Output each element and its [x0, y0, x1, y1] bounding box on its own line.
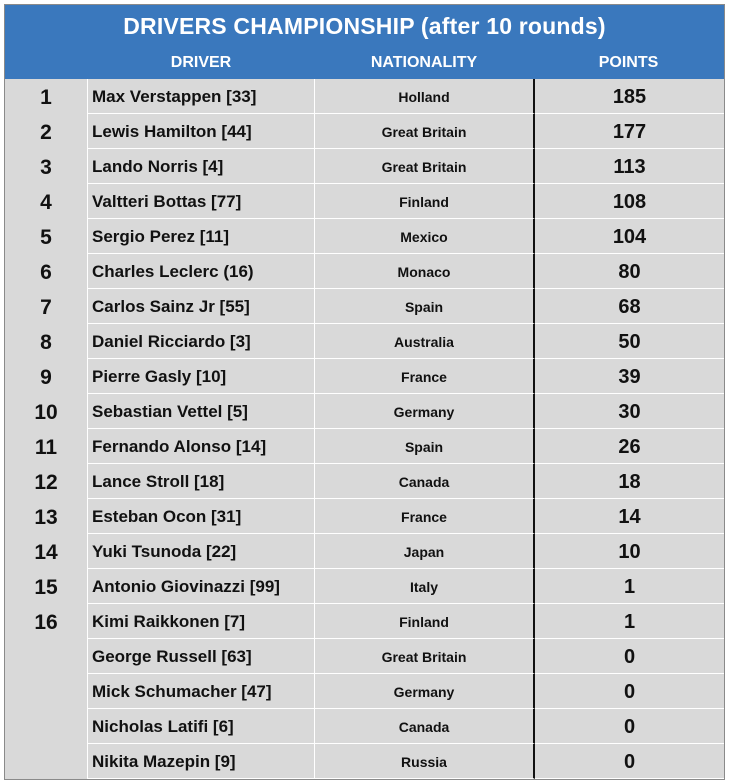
table-row [5, 359, 724, 394]
position-number: 2 [40, 121, 52, 144]
nationality-cell [315, 324, 535, 359]
table-row [5, 429, 724, 464]
driver-name: Mick Schumacher [47] [92, 682, 272, 701]
driver-points: 30 [618, 401, 641, 423]
position-cell [5, 289, 87, 324]
points-cell [535, 744, 724, 779]
position-number: 11 [34, 436, 58, 459]
nationality-cell [315, 569, 535, 604]
driver-points: 185 [612, 86, 647, 108]
nationality-cell [315, 289, 535, 324]
driver-nationality: Mexico [400, 229, 448, 245]
position-cell [5, 254, 87, 289]
points-cell [535, 569, 724, 604]
position-cell [5, 394, 87, 429]
driver-nationality: Australia [394, 334, 454, 350]
driver-cell [87, 464, 315, 499]
driver-name: Fernando Alonso [14] [92, 437, 267, 456]
position-number: 5 [40, 226, 52, 249]
driver-points: 68 [618, 296, 641, 318]
driver-points: 26 [618, 436, 641, 458]
driver-cell [87, 639, 315, 674]
table-row [5, 674, 724, 709]
points-cell [535, 604, 724, 639]
driver-nationality: Monaco [397, 264, 451, 280]
table-row [5, 114, 724, 149]
table-row [5, 254, 724, 289]
driver-cell [87, 569, 315, 604]
driver-nationality: Great Britain [381, 124, 467, 140]
points-cell [535, 289, 724, 324]
driver-cell [87, 114, 315, 149]
driver-cell [87, 79, 315, 114]
position-cell [5, 499, 87, 534]
table-row [5, 79, 724, 114]
table-header [5, 5, 724, 79]
driver-name: Lance Stroll [18] [92, 472, 225, 491]
driver-cell [87, 149, 315, 184]
position-number: 12 [34, 471, 58, 494]
points-cell [535, 674, 724, 709]
driver-name: Lewis Hamilton [44] [92, 122, 252, 141]
table-row [5, 709, 724, 744]
position-number: 15 [34, 576, 58, 599]
driver-nationality: France [401, 369, 447, 385]
nationality-cell [315, 744, 535, 779]
nationality-cell [315, 499, 535, 534]
table-row [5, 569, 724, 604]
driver-nationality: France [401, 509, 447, 525]
points-cell [535, 709, 724, 744]
column-header-points: POINTS [598, 54, 659, 71]
driver-points: 18 [618, 471, 641, 493]
points-cell [535, 429, 724, 464]
nationality-cell [315, 149, 535, 184]
driver-name: Esteban Ocon [31] [92, 507, 242, 526]
driver-nationality: Great Britain [381, 649, 467, 665]
position-number: 7 [40, 296, 52, 319]
points-cell [535, 114, 724, 149]
driver-cell [87, 744, 315, 779]
driver-nationality: Germany [393, 684, 455, 700]
driver-name: Kimi Raikkonen [7] [92, 612, 246, 631]
column-header-nationality: NATIONALITY [370, 54, 478, 71]
driver-nationality: Finland [399, 614, 449, 630]
position-number: 1 [40, 86, 52, 109]
driver-name: Daniel Ricciardo [3] [92, 332, 251, 351]
table-row [5, 499, 724, 534]
nationality-cell [315, 674, 535, 709]
points-cell [535, 184, 724, 219]
driver-points: 80 [618, 261, 641, 283]
driver-name: Valtteri Bottas [77] [92, 192, 242, 211]
position-cell [5, 114, 87, 149]
nationality-cell [315, 429, 535, 464]
table-row [5, 464, 724, 499]
driver-points: 108 [612, 191, 647, 213]
driver-cell [87, 604, 315, 639]
points-cell [535, 464, 724, 499]
driver-name: Nikita Mazepin [9] [92, 752, 236, 771]
driver-name: Max Verstappen [33] [92, 87, 257, 106]
points-cell [535, 219, 724, 254]
position-cell [5, 79, 87, 114]
position-number: 3 [40, 156, 52, 179]
position-number: 10 [34, 401, 58, 424]
points-cell [535, 534, 724, 569]
nationality-cell [315, 359, 535, 394]
driver-nationality: Great Britain [381, 159, 467, 175]
table-row [5, 744, 724, 779]
driver-cell [87, 289, 315, 324]
driver-points: 104 [612, 226, 647, 248]
driver-name: Antonio Giovinazzi [99] [92, 577, 280, 596]
driver-points: 177 [612, 121, 647, 143]
driver-name: Sergio Perez [11] [92, 227, 230, 246]
nationality-cell [315, 464, 535, 499]
driver-points: 1 [623, 611, 636, 633]
position-number: 8 [40, 331, 52, 354]
driver-cell [87, 534, 315, 569]
position-cell [5, 429, 87, 464]
driver-nationality: Canada [398, 719, 450, 735]
driver-cell [87, 394, 315, 429]
table-row [5, 639, 724, 674]
driver-name: Lando Norris [4] [92, 157, 224, 176]
table-body [5, 79, 724, 779]
column-header-driver: DRIVER [170, 54, 232, 71]
driver-cell [87, 709, 315, 744]
position-cell [5, 709, 87, 744]
nationality-cell [315, 534, 535, 569]
table-row [5, 184, 724, 219]
position-cell [5, 324, 87, 359]
nationality-cell [315, 114, 535, 149]
driver-cell [87, 499, 315, 534]
driver-cell [87, 324, 315, 359]
nationality-cell [315, 709, 535, 744]
driver-name: Charles Leclerc (16) [92, 262, 254, 281]
position-cell [5, 219, 87, 254]
driver-name: Sebastian Vettel [5] [92, 402, 248, 421]
driver-nationality: Spain [404, 439, 444, 455]
position-cell [5, 569, 87, 604]
driver-name: Yuki Tsunoda [22] [92, 542, 237, 561]
position-number: 4 [40, 191, 52, 214]
points-cell [535, 254, 724, 289]
driver-points: 0 [623, 681, 636, 703]
driver-points: 0 [623, 751, 636, 773]
table-row [5, 394, 724, 429]
driver-points: 50 [618, 331, 641, 353]
position-cell [5, 604, 87, 639]
driver-points: 39 [618, 366, 641, 388]
driver-points: 0 [623, 646, 636, 668]
driver-cell [87, 184, 315, 219]
table-row [5, 604, 724, 639]
position-cell [5, 674, 87, 709]
points-cell [535, 324, 724, 359]
driver-cell [87, 219, 315, 254]
driver-points: 0 [623, 716, 636, 738]
points-cell [535, 149, 724, 184]
driver-cell [87, 254, 315, 289]
points-cell [535, 79, 724, 114]
points-cell [535, 639, 724, 674]
position-cell [5, 639, 87, 674]
nationality-cell [315, 184, 535, 219]
nationality-cell [315, 394, 535, 429]
table-row [5, 149, 724, 184]
driver-points: 10 [618, 541, 641, 563]
position-number: 14 [34, 541, 58, 564]
driver-nationality: Japan [403, 544, 445, 560]
driver-nationality: Italy [409, 579, 438, 595]
table-row [5, 534, 724, 569]
table-row [5, 324, 724, 359]
position-cell [5, 359, 87, 394]
position-cell [5, 149, 87, 184]
driver-cell [87, 359, 315, 394]
driver-name: Nicholas Latifi [6] [92, 717, 234, 736]
position-cell [5, 464, 87, 499]
driver-points: 113 [613, 156, 646, 178]
position-number: 13 [34, 506, 58, 529]
driver-points: 1 [623, 576, 636, 598]
table-row [5, 289, 724, 324]
driver-name: Carlos Sainz Jr [55] [92, 297, 250, 316]
nationality-cell [315, 604, 535, 639]
position-number: 9 [40, 366, 52, 389]
driver-nationality: Spain [404, 299, 444, 315]
driver-nationality: Canada [398, 474, 450, 490]
position-cell [5, 184, 87, 219]
driver-name: Pierre Gasly [10] [92, 367, 227, 386]
driver-cell [87, 674, 315, 709]
points-cell [535, 394, 724, 429]
position-cell [5, 744, 87, 779]
position-number: 16 [34, 611, 58, 634]
table-row [5, 219, 724, 254]
driver-nationality: Russia [401, 754, 447, 770]
driver-nationality: Holland [398, 89, 450, 105]
nationality-cell [315, 254, 535, 289]
driver-points: 14 [618, 506, 641, 528]
driver-cell [87, 429, 315, 464]
position-cell [5, 534, 87, 569]
driver-name: George Russell [63] [92, 647, 252, 666]
table-title: DRIVERS CHAMPIONSHIP (after 10 rounds) [123, 13, 606, 39]
position-number: 6 [40, 261, 52, 284]
points-cell [535, 499, 724, 534]
driver-nationality: Finland [399, 194, 449, 210]
nationality-cell [315, 79, 535, 114]
nationality-cell [315, 639, 535, 674]
nationality-cell [315, 219, 535, 254]
driver-nationality: Germany [393, 404, 455, 420]
standings-table [4, 4, 725, 780]
points-cell [535, 359, 724, 394]
